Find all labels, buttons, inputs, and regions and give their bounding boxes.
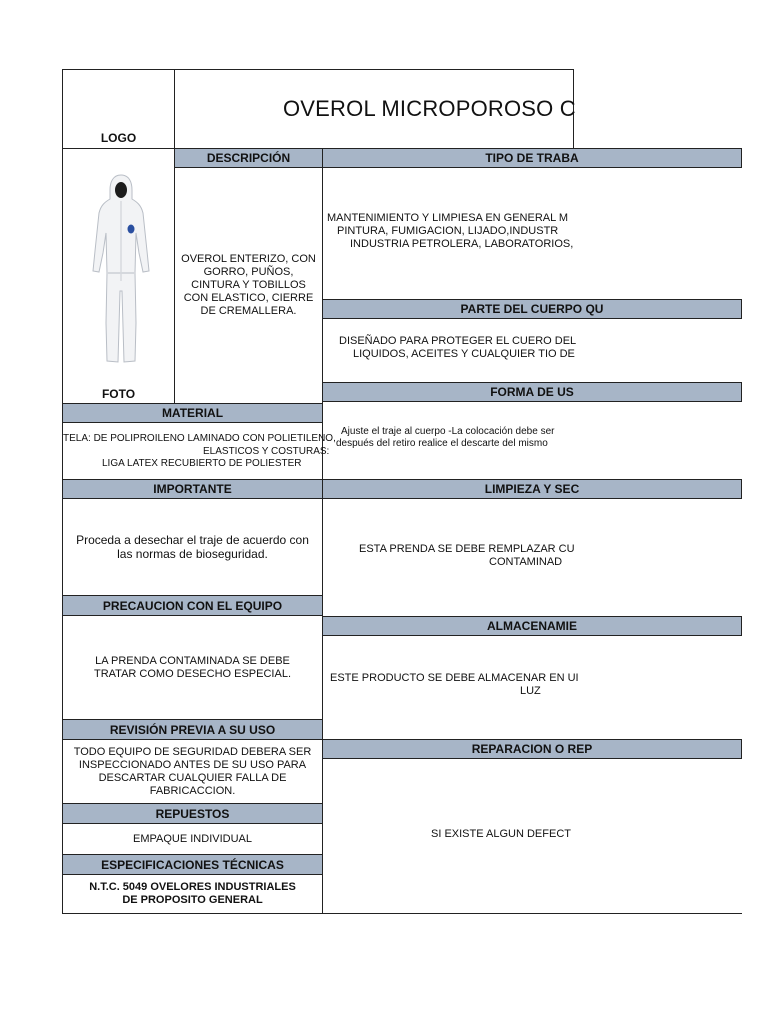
almacenamiento-cell	[322, 635, 742, 740]
material-title: MATERIAL	[161, 406, 224, 420]
precaucion-header	[62, 595, 323, 616]
revision-cell	[62, 739, 323, 804]
logo-cell	[62, 69, 175, 149]
tipo-trabajo-title: TIPO DE TRABA	[485, 151, 579, 165]
repuestos-title: REPUESTOS	[155, 806, 230, 821]
limpieza-cell	[322, 498, 742, 617]
descripcion-text: OVEROL ENTERIZO, CON GORRO, PUÑOS, CINTURA Y TOBILLOS CON ELASTICO, CIERRE DE CREMALLERA.	[181, 253, 316, 317]
photo-label: FOTO	[101, 387, 136, 401]
logo-label: LOGO	[100, 131, 137, 145]
importante-header	[62, 479, 323, 499]
precaucion-title: PRECAUCION CON EL EQUIPO	[102, 598, 283, 613]
forma-uso-line-2: después del retiro realice el descarte del mismo	[336, 438, 548, 449]
material-line-3: LIGA LATEX RECUBIERTO DE POLIESTER	[102, 458, 302, 469]
revision-text: TODO EQUIPO DE SEGURIDAD DEBERA SER INSPECCIONADO ANTES DE SU USO PARA DESCARTAR CUALQUIER FALLA DE FABRICACCION.	[73, 745, 312, 797]
almacenamiento-line-1: ESTE PRODUCTO SE DEBE ALMACENAR EN UI	[330, 672, 579, 684]
material-cell	[62, 422, 336, 480]
tipo-trabajo-cell	[322, 167, 742, 300]
precaucion-cell	[62, 615, 323, 720]
reparacion-text: SI EXISTE ALGUN DEFECT	[431, 828, 571, 840]
repuestos-cell	[62, 823, 323, 855]
reparacion-title: REPARACION O REP	[471, 742, 593, 756]
forma-uso-header	[322, 382, 742, 402]
importante-text: Proceda a desechar el traje de acuerdo con las normas de bioseguridad.	[76, 533, 309, 561]
reparacion-header	[322, 739, 742, 759]
descripcion-header	[174, 148, 323, 168]
especificaciones-header	[62, 854, 323, 875]
repuestos-header	[62, 803, 323, 824]
limpieza-title: LIMPIEZA Y SEC	[484, 482, 580, 496]
parte-cuerpo-line-1: DISEÑADO PARA PROTEGER EL CUERO DEL	[339, 335, 577, 347]
especificaciones-text: N.T.C. 5049 OVELORES INDUSTRIALES DE PROPOSITO GENERAL	[89, 881, 296, 906]
especificaciones-cell	[62, 874, 323, 914]
limpieza-header	[322, 479, 742, 499]
almacenamiento-header	[322, 616, 742, 636]
material-line-2: ELASTICOS Y COSTURAS:	[203, 446, 330, 457]
title-cell	[174, 69, 574, 149]
limpieza-line-2: CONTAMINAD	[489, 556, 563, 568]
material-header	[62, 403, 323, 423]
tipo-trabajo-line-2: PINTURA, FUMIGACION, LIJADO,INDUSTR	[337, 225, 559, 237]
revision-title: REVISIÓN PREVIA A SU USO	[109, 722, 276, 737]
limpieza-line-1: ESTA PRENDA SE DEBE REMPLAZAR CU	[359, 543, 575, 555]
forma-uso-line-1: Ajuste el traje al cuerpo -La colocación debe ser	[341, 426, 555, 437]
tipo-trabajo-line-3: INDUSTRIA PETROLERA, LABORATORIOS,	[350, 238, 574, 250]
almacenamiento-line-2: LUZ	[520, 685, 541, 697]
parte-cuerpo-header	[322, 299, 742, 319]
descripcion-cell	[174, 167, 323, 404]
tipo-trabajo-header	[322, 148, 742, 168]
parte-cuerpo-line-2: LIQUIDOS, ACEITES Y CUALQUIER TIO DE	[353, 348, 575, 360]
especificaciones-title: ESPECIFICACIONES TÉCNICAS	[101, 857, 284, 872]
forma-uso-title: FORMA DE US	[490, 385, 574, 399]
photo-cell	[62, 148, 175, 404]
page-title: OVEROL MICROPOROSO C	[283, 96, 576, 121]
almacenamiento-title: ALMACENAMIE	[487, 619, 577, 633]
material-line-1: TELA: DE POLIPROILENO LAMINADO CON POLIETILENO,	[63, 433, 336, 444]
reparacion-cell	[322, 758, 742, 914]
importante-title: IMPORTANTE	[153, 482, 232, 496]
tipo-trabajo-line-1: MANTENIMIENTO Y LIMPIESA EN GENERAL M	[327, 212, 569, 224]
parte-cuerpo-title: PARTE DEL CUERPO QU	[460, 302, 604, 316]
repuestos-text: EMPAQUE INDIVIDUAL	[133, 832, 252, 845]
forma-uso-cell	[322, 401, 742, 480]
parte-cuerpo-cell	[322, 318, 742, 383]
importante-cell	[62, 498, 323, 596]
descripcion-title: DESCRIPCIÓN	[206, 151, 291, 165]
revision-header	[62, 719, 323, 740]
precaucion-text: LA PRENDA CONTAMINADA SE DEBE TRATAR COMO DESECHO ESPECIAL.	[93, 654, 291, 680]
coverall-suit-icon	[91, 173, 151, 373]
